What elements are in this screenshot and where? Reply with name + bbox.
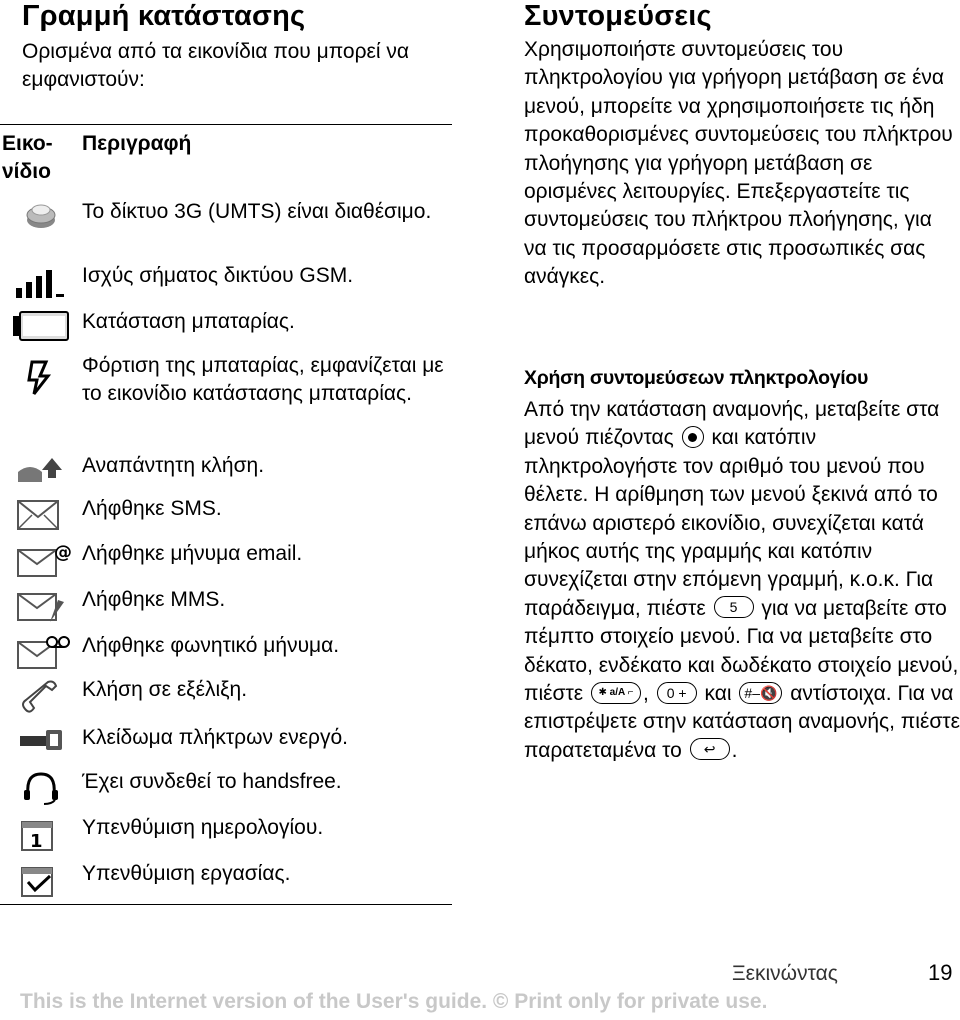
intro-text: Ορισμένα από τα εικονίδια που μπορεί να εμφανιστούν: bbox=[22, 40, 410, 91]
select-dot-icon bbox=[688, 433, 697, 442]
task-reminder-icon bbox=[12, 862, 70, 898]
table-top-rule bbox=[0, 124, 452, 125]
3g-network-icon bbox=[12, 198, 70, 234]
call-in-progress-icon bbox=[12, 678, 70, 714]
row-description: Λήφθηκε MMS. bbox=[82, 588, 226, 611]
row-description: Φόρτιση της μπαταρίας, εμφανίζεται με το εικονίδιο κατάστασης μπαταρίας. bbox=[82, 354, 444, 405]
row-description: Κλείδωμα πλήκτρων ενεργό. bbox=[82, 726, 349, 749]
calendar-reminder-icon bbox=[12, 816, 70, 852]
voice-message-icon bbox=[12, 634, 70, 670]
key-5: 5 bbox=[714, 596, 754, 618]
keypad-shortcuts-text: Από την κατάσταση αναμονής, μεταβείτε στα μενού πιέζοντας και κατόπιν πληκτρολογήστε τον αριθμό του μενού που θέλετε. Η αρίθμηση των μενού ξεκινά από το επάνω αριστερό εικονίδιο, συνεχίζεται κατά μήκος αυτής της γραμμής και κατόπιν συνεχίζεται στην επόμενη γραμμή, κ.ο.κ. Για παράδειγμα, πιέστε 5 για να μεταβείτε στο πέμπτο στοιχείο μενού. Για να μεταβείτε στο δέκατο, ενδέκατο και δωδέκατο στοιχείο μενού, πιέστε ✱ a/A ⌐ , 0 + και #–🔇 αντίστοιχα. Για να επιστρέψετε στην κατάσταση αναμονής, πιέστε παρατεταμένα το ↩ . bbox=[524, 398, 960, 762]
row-description: Υπενθύμιση ημερολογίου. bbox=[82, 816, 324, 839]
row-description: Κατάσταση μπαταρίας. bbox=[82, 310, 295, 333]
section-title: Γραμμή κατάστασης bbox=[22, 0, 306, 32]
table-bottom-rule bbox=[0, 904, 452, 905]
row-description: Υπενθύμιση εργασίας. bbox=[82, 862, 291, 885]
signal-strength-icon bbox=[12, 264, 70, 300]
keypad-shortcuts-heading: Χρήση συντομεύσεων πληκτρολογίου bbox=[524, 367, 869, 389]
key-0: 0 + bbox=[657, 682, 697, 704]
keypad-lock-icon bbox=[12, 722, 70, 758]
key-star: ✱ a/A ⌐ bbox=[591, 682, 641, 704]
mms-icon bbox=[12, 588, 70, 624]
svg-text:@: @ bbox=[54, 542, 72, 563]
key-hash: #–🔇 bbox=[739, 682, 782, 704]
sms-icon bbox=[12, 497, 70, 533]
row-description: Λήφθηκε μήνυμα email. bbox=[82, 542, 303, 565]
battery-icon bbox=[12, 308, 70, 344]
missed-call-icon bbox=[12, 452, 70, 488]
back-key-icon: ↩ bbox=[690, 738, 730, 760]
row-description: Το δίκτυο 3G (UMTS) είναι διαθέσιμο. bbox=[82, 200, 432, 223]
handsfree-icon bbox=[12, 770, 70, 806]
email-icon bbox=[12, 542, 70, 578]
svg-text:1: 1 bbox=[30, 831, 43, 852]
row-description: Λήφθηκε SMS. bbox=[82, 497, 222, 520]
row-description: Έχει συνδεθεί το handsfree. bbox=[82, 770, 342, 793]
page-number: 19 bbox=[928, 960, 953, 985]
row-description: Αναπάντητη κλήση. bbox=[82, 454, 265, 477]
column-header-description: Περιγραφή bbox=[82, 132, 192, 155]
row-description: Λήφθηκε φωνητικό μήνυμα. bbox=[82, 634, 340, 657]
footer-section-name: Ξεκινώντας bbox=[732, 962, 838, 985]
shortcuts-intro: Χρησιμοποιήστε συντομεύσεις του πληκτρολογίου για γρήγορη μετάβαση σε ένα μενού, μπορείτε να χρησιμοποιήσετε τις ήδη προκαθορισμένες συντομεύσεις του πλήκτρου πλοήγησης για γρήγορη μετάβαση σε ορισμένες λειτουργίες. Επεξεργαστείτε τις συντομεύσεις του πλήκτρου πλοήγησης, για να τις προσαρμόσετε στις προσωπικές σας ανάγκες. bbox=[524, 38, 953, 289]
center-select-key bbox=[682, 426, 704, 448]
row-description: Ισχύς σήματος δικτύου GSM. bbox=[82, 264, 354, 287]
watermark: This is the Internet version of the User's guide. © Print only for private use. bbox=[20, 990, 768, 1013]
shortcuts-title: Συντομεύσεις bbox=[524, 0, 712, 32]
column-header-icon: Εικο- νίδιο bbox=[2, 132, 53, 183]
row-description: Κλήση σε εξέλιξη. bbox=[82, 678, 248, 701]
charging-icon bbox=[12, 360, 70, 396]
